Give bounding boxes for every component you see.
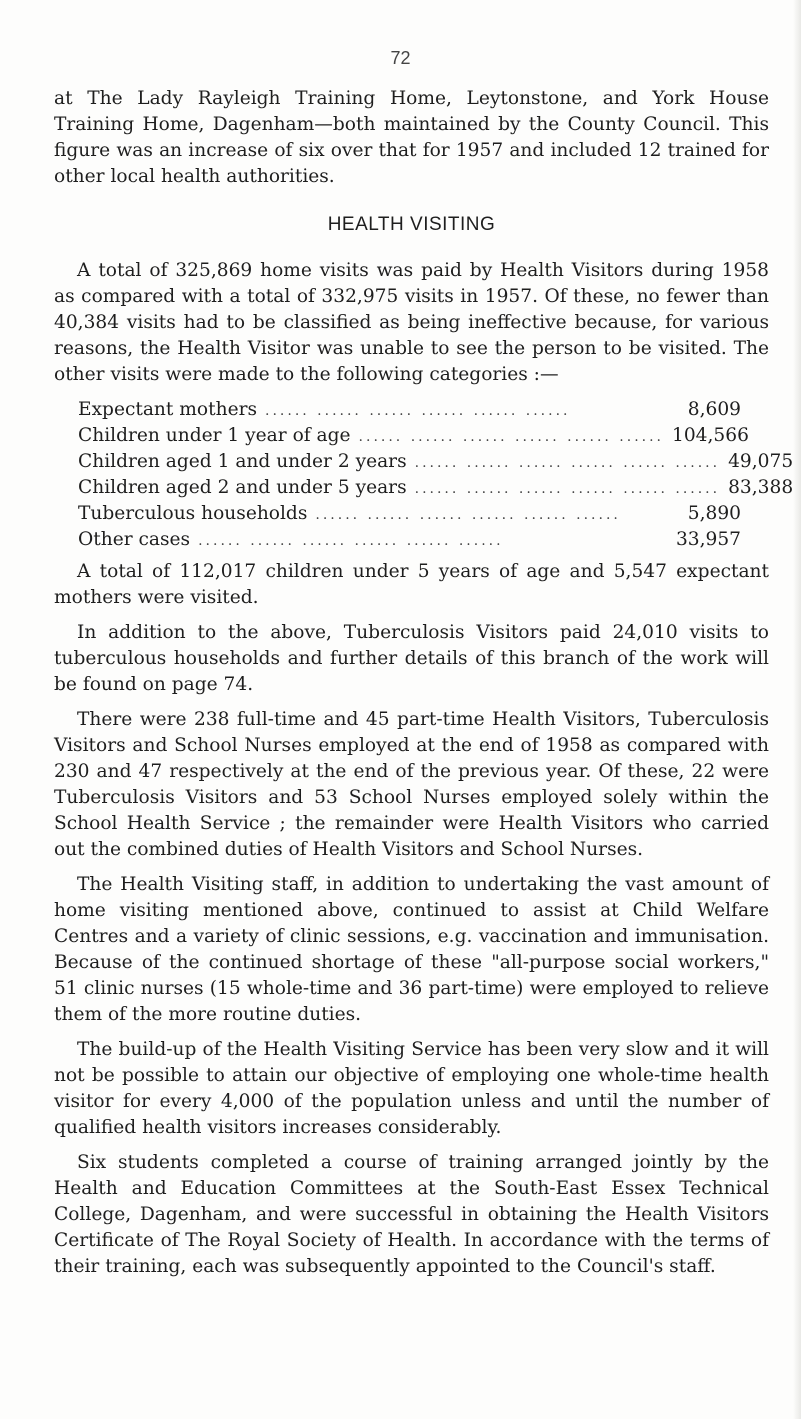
table-row	[78, 397, 741, 423]
total-visits-paragraph: A total of 325,869 home visits was paid by Health Visitors during 1958 as compared with a total of 332,975 visits in 1957. Of these, no fewer than 40,384 visits had to be classified as being ineffective because, for various reasons, the Health Visitor was unable to see the person to be visited. The other visits were made to the following categories :—	[54, 260, 769, 385]
page-number: 72	[390, 48, 411, 68]
category-value: 5,890	[687, 503, 741, 524]
intro-paragraph: at The Lady Rayleigh Training Home, Leytonstone, and York House Training Home, Dagenham—both maintained by the County Council. This figure was an increase of six over that for 1957 and included 12 trained for other local health authorities.	[54, 88, 769, 187]
category-label: Children aged 2 and under 5 years	[78, 477, 407, 498]
table-row	[78, 423, 749, 449]
leader-dots: ...... ...... ...... ...... ...... ......	[414, 481, 721, 497]
category-value: 49,075	[728, 451, 794, 472]
children-total-paragraph: A total of 112,017 children under 5 years of age and 5,547 expectant mothers were visited.	[54, 561, 769, 608]
table-row	[78, 527, 741, 553]
buildup-paragraph: The build-up of the Health Visiting Service has been very slow and it will not be possible to attain our objective of employing one whole-time health visitor for every 4,000 of the population unless and until the number of qualified health visitors increases considerably.	[54, 1039, 769, 1138]
category-value: 83,388	[728, 477, 794, 498]
page-edge-shadow	[793, 0, 801, 1419]
visit-categories-table	[78, 397, 794, 553]
category-label: Children aged 1 and under 2 years	[78, 451, 407, 472]
leader-dots: ...... ...... ...... ...... ...... ......	[265, 403, 571, 419]
table-row	[78, 475, 794, 501]
leader-dots: ...... ...... ...... ...... ...... ......	[414, 455, 721, 471]
category-label: Tuberculous households	[78, 503, 308, 524]
category-label: Other cases	[78, 529, 191, 550]
category-value: 33,957	[675, 529, 741, 550]
section-heading: HEALTH VISITING	[327, 214, 496, 235]
category-value: 104,566	[672, 425, 749, 446]
clinics-paragraph: The Health Visiting staff, in addition to undertaking the vast amount of home visiting mentioned above, continued to assist at Child Welfare Centres and a variety of clinic sessions, e.g. vaccination and immunisation. Because of the continued shortage of these "all-purpose social workers," 51 clinic nurses (15 whole-time and 36 part-time) were employed to relieve them of the more routine duties.	[54, 874, 769, 1025]
category-label: Expectant mothers	[78, 399, 258, 420]
page-content	[54, 86, 794, 1289]
table-row	[78, 449, 794, 475]
category-value: 8,609	[687, 399, 741, 420]
category-label: Children under 1 year of age	[78, 425, 351, 446]
staff-paragraph: There were 238 full-time and 45 part-time Health Visitors, Tuberculosis Visitors and School Nurses employed at the end of 1958 as compared with 230 and 47 respectively at the end of the previous year. Of these, 22 were Tuberculosis Visitors and 53 School Nurses employed solely within the School Health Service ; the remainder were Health Visitors who carried out the combined duties of Health Visitors and School Nurses.	[54, 709, 769, 860]
leader-dots: ...... ...... ...... ...... ...... ......	[315, 507, 621, 523]
leader-dots: ...... ...... ...... ...... ...... ......	[198, 533, 504, 549]
tuberculosis-paragraph: In addition to the above, Tuberculosis Visitors paid 24,010 visits to tuberculous households and further details of this branch of the work will be found on page 74.	[54, 622, 769, 695]
leader-dots: ...... ...... ...... ...... ...... ......	[358, 429, 665, 445]
students-paragraph: Six students completed a course of training arranged jointly by the Health and Education Committees at the South-East Essex Technical College, Dagenham, and were successful in obtaining the Health Visitors Certificate of The Royal Society of Health. In accordance with the terms of their training, each was subsequently appointed to the Council's staff.	[54, 1152, 769, 1277]
table-row	[78, 501, 741, 527]
